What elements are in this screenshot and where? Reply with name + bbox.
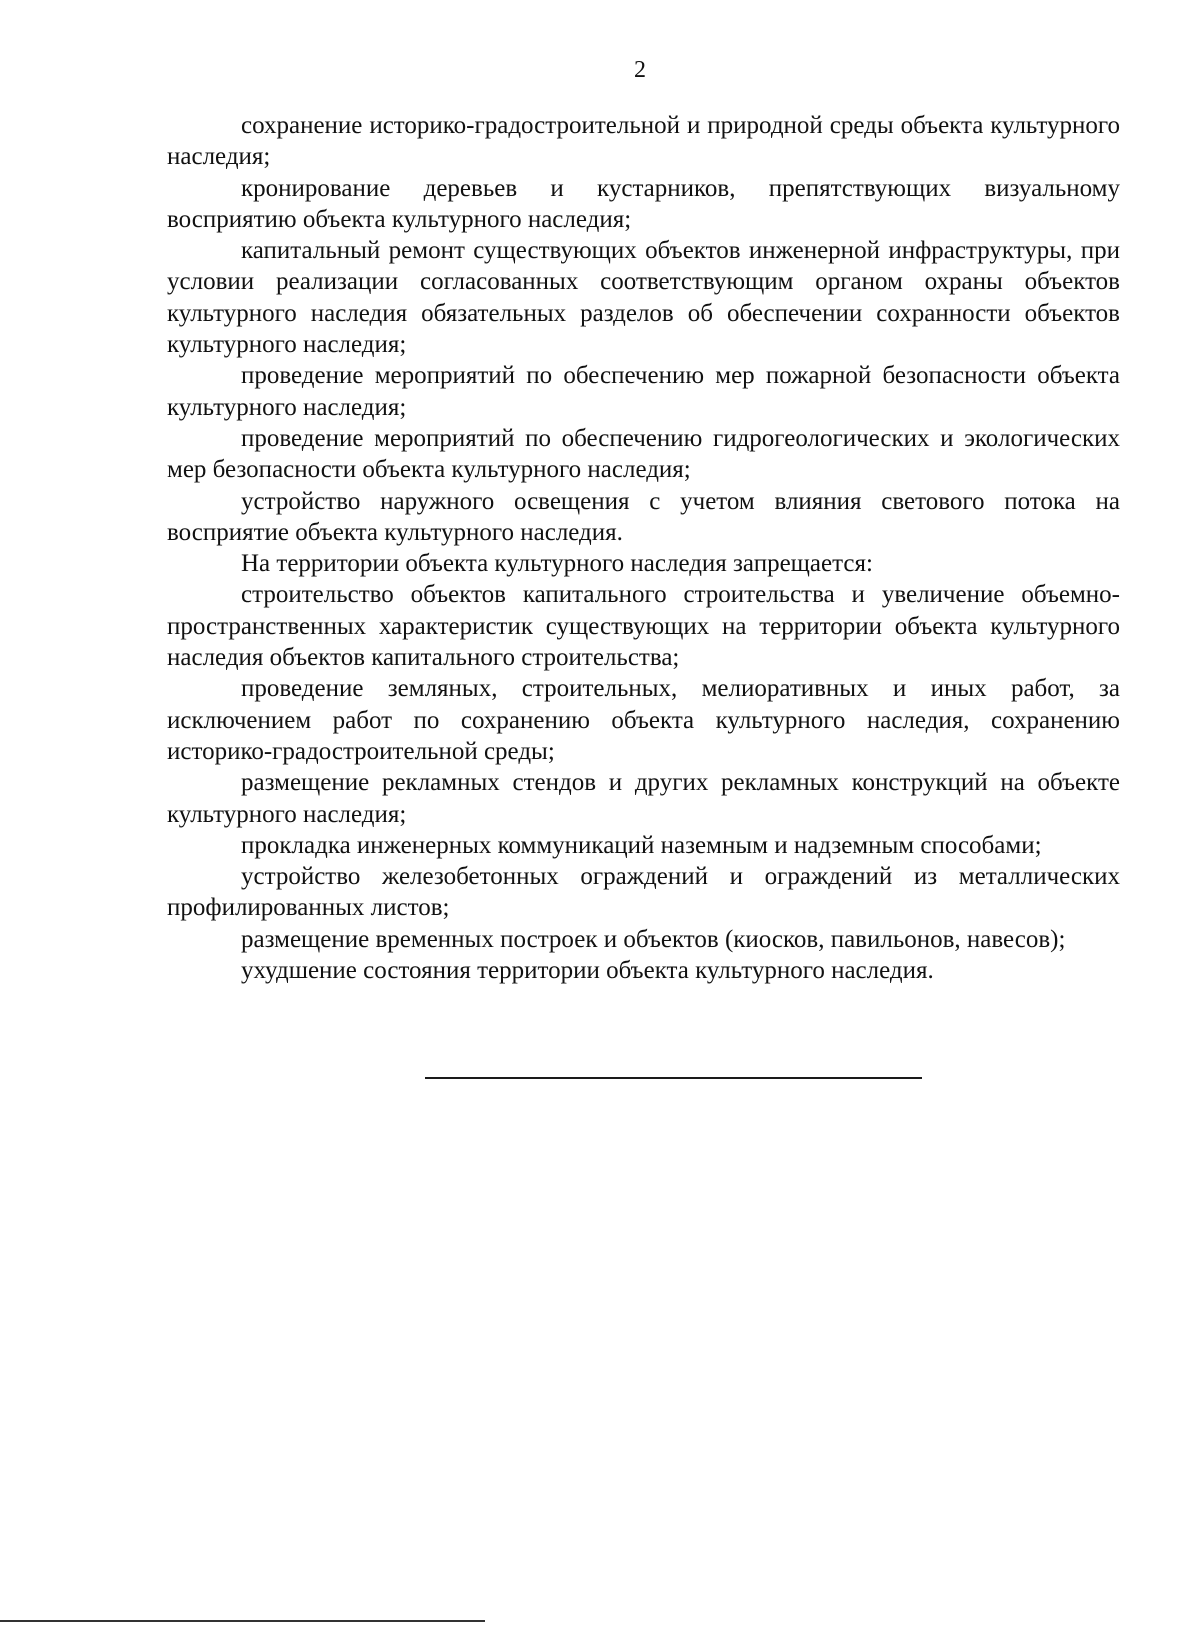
end-of-text-rule xyxy=(425,1077,922,1079)
paragraph: устройство железобетонных ограждений и ограждений из металлических профилированных листов; xyxy=(167,863,1120,922)
paragraph: проведение мероприятий по обеспечению мер пожарной безопасности объекта культурного наследия; xyxy=(167,362,1120,421)
section-heading-paragraph: На территории объекта культурного наследия запрещается: xyxy=(241,550,873,578)
paragraph: размещение временных построек и объектов (киосков, павильонов, навесов); xyxy=(241,925,1066,953)
paragraph: капитальный ремонт существующих объектов инженерной инфраструктуры, при условии реализации согласованных соответствующим органом охраны объектов культурного наследия обязательных разделов об обеспечении сохранности объектов культурного наследия; xyxy=(167,237,1120,359)
paragraph: устройство наружного освещения с учетом влияния светового потока на восприятие объекта культурного наследия. xyxy=(167,487,1120,546)
paragraph: размещение рекламных стендов и других рекламных конструкций на объекте культурного наследия; xyxy=(167,769,1120,828)
footer-rule xyxy=(0,1620,485,1622)
page-number: 2 xyxy=(634,57,646,83)
paragraph: строительство объектов капитального строительства и увеличение объемно-пространственных характеристик существующих на территории объекта культурного наследия объектов капитального строительства; xyxy=(167,581,1120,672)
paragraph: прокладка инженерных коммуникаций наземным и надземным способами; xyxy=(241,831,1042,859)
paragraph: ухудшение состояния территории объекта культурного наследия. xyxy=(241,957,934,985)
paragraph: проведение мероприятий по обеспечению гидрогеологических и экологических мер безопасности объекта культурного наследия; xyxy=(167,424,1120,484)
paragraph: кронирование деревьев и кустарников, препятствующих визуальному восприятию объекта культурного наследия; xyxy=(167,174,1120,233)
paragraph: сохранение историко-градостроительной и природной среды объекта культурного наследия; xyxy=(167,112,1120,171)
paragraph: проведение земляных, строительных, мелиоративных и иных работ, за исключением работ по сохранению объекта культурного наследия, сохранению историко-градостроительной среды; xyxy=(167,675,1120,765)
document-body xyxy=(167,110,1120,986)
